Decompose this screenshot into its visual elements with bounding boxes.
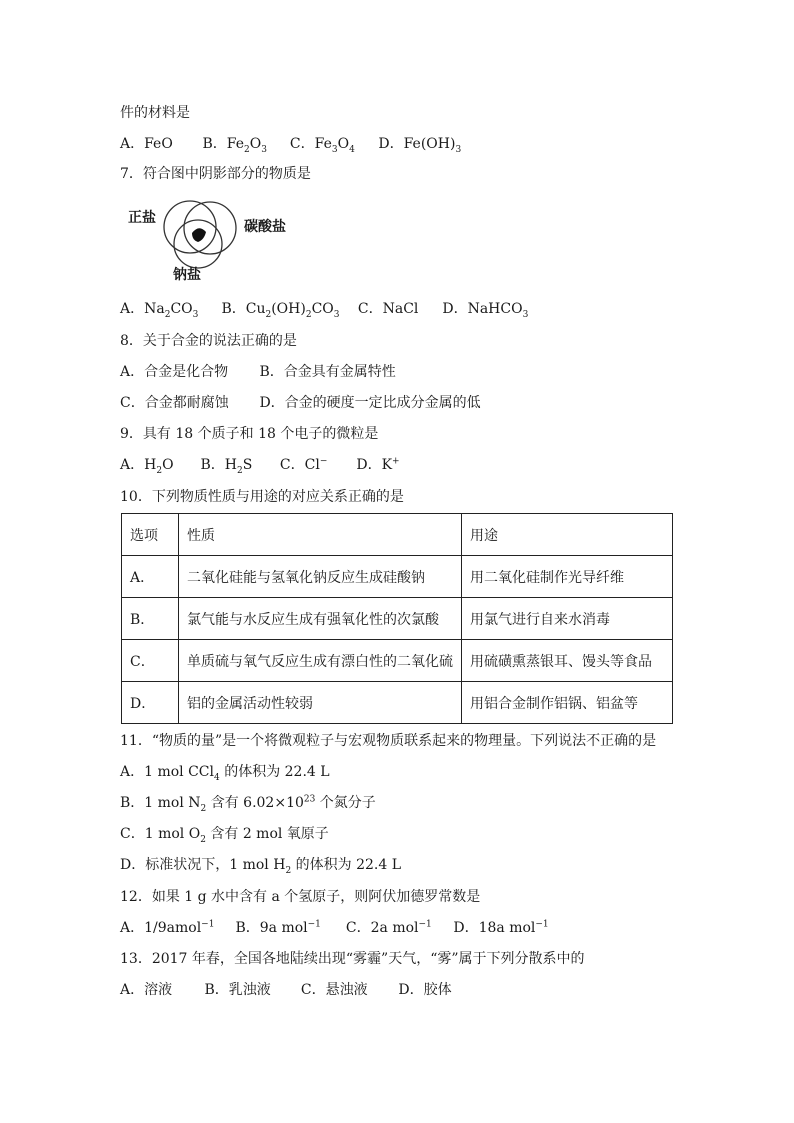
- header-cell-option: 选项: [122, 514, 179, 556]
- table-header-row: [122, 514, 673, 556]
- header-cell-use: 用途: [462, 514, 673, 556]
- q6-option-b: B．$Fe_2O_3$: [202, 136, 267, 155]
- q8-option-a: A．合金是化合物: [120, 364, 229, 380]
- venn-label-tansuanyan: 碳酸盐: [244, 219, 286, 235]
- table-cell: 单质硫与氧气反应生成有漂白性的二氧化硫: [179, 640, 462, 682]
- q11-option-c: C．1 mol $O_2$ 含有 2 mol 氧原子: [120, 826, 329, 845]
- q11-option-a: A．1 mol CCl$_4$ 的体积为 22.4 L: [120, 764, 330, 783]
- q12-options: [120, 919, 549, 937]
- q6-option-d: D．$Fe(OH)_3$: [378, 136, 462, 155]
- venn-label-zhengyan: 正盐: [128, 210, 156, 226]
- q8-stem: 8．关于合金的说法正确的是: [120, 333, 297, 349]
- table-cell: C．: [122, 640, 179, 682]
- q9-option-a: A．$H_2O$: [120, 457, 174, 476]
- q13-option-c: C．悬浊液: [300, 982, 368, 998]
- table-cell: A．: [122, 556, 179, 598]
- table-cell: 氯气能与水反应生成有强氧化性的次氯酸: [179, 598, 462, 640]
- q10-table: [121, 513, 673, 724]
- q6-options: [120, 135, 461, 153]
- q9-options: [120, 456, 400, 474]
- table-cell: 用氯气进行自来水消毒: [462, 598, 673, 640]
- q8-option-c: C．合金都耐腐蚀: [120, 395, 229, 411]
- q8-options-row2: [120, 394, 481, 412]
- header-cell-property: 性质: [179, 514, 462, 556]
- q12-option-d: D．18a mol$^{-1}$: [453, 919, 549, 936]
- q9-stem: 9．具有 18 个质子和 18 个电子的微粒是: [120, 426, 379, 442]
- q9-option-b: B．$H_2S$: [200, 457, 253, 476]
- q6-option-c: C．$Fe_3O_4$: [289, 136, 355, 155]
- q8-option-d: D．合金的硬度一定比成分金属的低: [259, 395, 481, 411]
- table-cell: 铝的金属活动性较弱: [179, 682, 462, 724]
- q8-option-b: B．合金具有金属特性: [259, 364, 396, 380]
- q7-option-d: D．NaHCO$_3$: [442, 301, 529, 320]
- q9-option-d: D．K+: [356, 456, 400, 473]
- q8-options-row1: [120, 363, 396, 381]
- q6-stem-tail: 件的材料是: [120, 105, 190, 121]
- q6-option-a: A．FeO: [120, 136, 173, 152]
- q7-option-b: B．$Cu_2(OH)_2CO_3$: [221, 301, 340, 320]
- q13-option-a: A．溶液: [120, 982, 173, 998]
- q13-option-b: B．乳浊液: [204, 982, 271, 998]
- q11-stem: 11．“物质的量”是一个将微观粒子与宏观物质联系起来的物理量。下列说法不正确的是: [120, 733, 657, 749]
- q11-option-b: B．1 mol $N_2$ 含有 $6.02\times 10^{23}$ 个氮分子: [120, 794, 376, 814]
- table-cell: 用硫磺熏蒸银耳、馒头等食品: [462, 640, 673, 682]
- table-cell: D．: [122, 682, 179, 724]
- q12-option-a: A．1/9amol$^{-1}$: [120, 919, 215, 936]
- table-row: [122, 598, 673, 640]
- q12-option-b: B．9a mol$^{-1}$: [235, 919, 321, 936]
- q12-stem: 12．如果 1 g 水中含有 a 个氢原子，则阿伏加德罗常数是: [120, 889, 481, 905]
- table-cell: 二氧化硅能与氢氧化钠反应生成硅酸钠: [179, 556, 462, 598]
- q7-option-a: A．$Na_2CO_3$: [120, 301, 199, 320]
- q7-stem: 7．符合图中阴影部分的物质是: [120, 166, 311, 182]
- q13-option-d: D．胶体: [398, 982, 452, 998]
- q7-options: [120, 300, 528, 318]
- table-row: [122, 640, 673, 682]
- q11-option-d: D．标准状况下，1 mol $H_2$ 的体积为 22.4 L: [120, 857, 401, 876]
- q10-stem: 10．下列物质性质与用途的对应关系正确的是: [120, 489, 404, 505]
- table-row: [122, 682, 673, 724]
- venn-circle-nayan: [174, 220, 222, 268]
- venn-shaded-region: [192, 228, 206, 242]
- q12-option-c: C．2a mol$^{-1}$: [345, 919, 432, 936]
- venn-diagram: [126, 200, 296, 282]
- table-row: [122, 556, 673, 598]
- table-cell: 用铝合金制作铝锅、铝盆等: [462, 682, 673, 724]
- table-cell: 用二氧化硅制作光导纤维: [462, 556, 673, 598]
- q9-option-c: C．Cl−: [279, 456, 328, 473]
- q13-stem: 13．2017 年春，全国各地陆续出现“雾霾”天气，“雾”属于下列分散系中的: [120, 951, 585, 967]
- q7-option-c: C．NaCl: [357, 301, 419, 317]
- table-cell: B．: [122, 598, 179, 640]
- venn-label-nayan: 钠盐: [173, 267, 201, 283]
- q13-options: [120, 981, 452, 999]
